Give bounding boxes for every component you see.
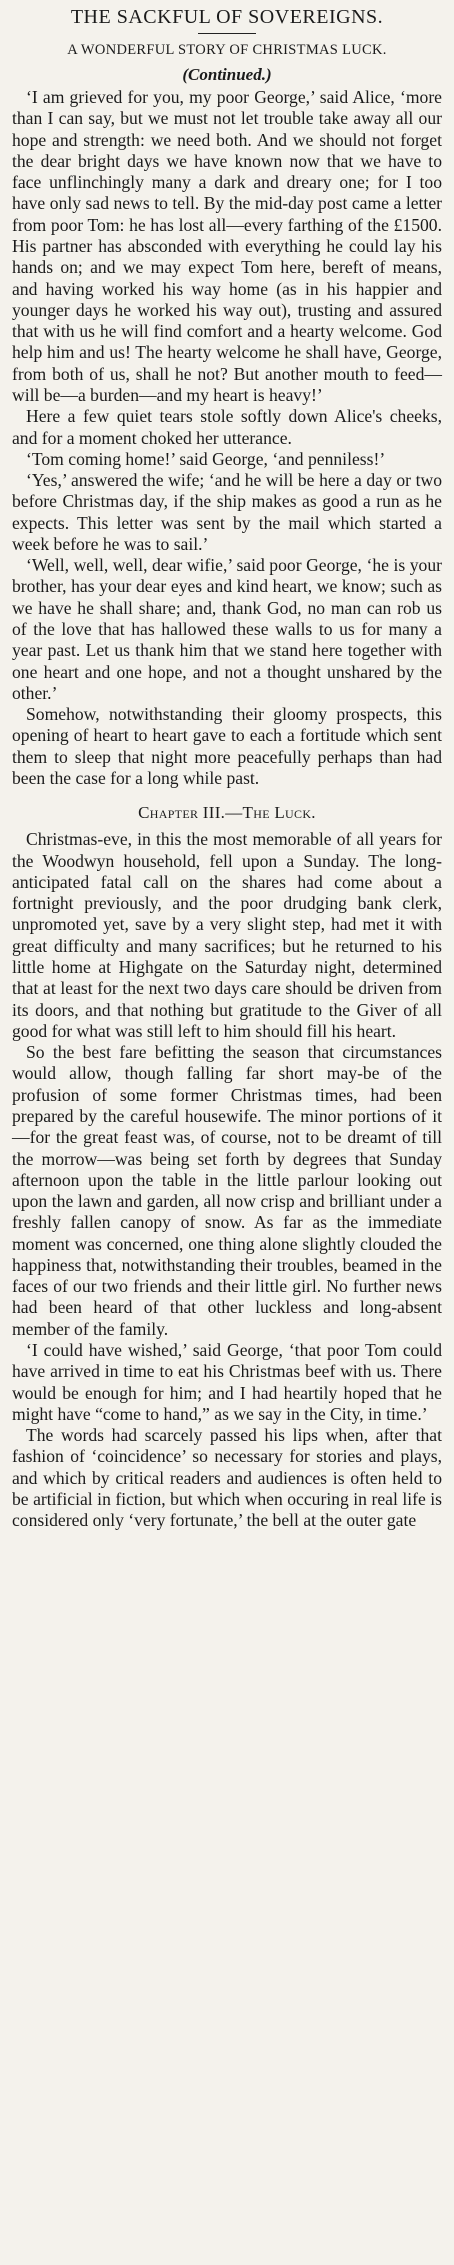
continued-marker: (Continued.): [182, 65, 272, 84]
article-body: [12, 87, 442, 1532]
article-title: THE SACKFUL OF SOVEREIGNS.: [70, 6, 384, 28]
chapter-number: Chapter III.—: [138, 803, 243, 823]
paragraph: The words had scarcely passed his lips when, after that fashion of ‘coincidence’ so necessary for stories and plays, and which by critical readers and audiences is often held to be artificial in fiction, but which when occuring in real life is considered only ‘very fortunate,’ the bell at the outer gate: [12, 1425, 442, 1531]
paragraph: So the best fare befitting the season that circumstances would allow, though falling far short may-be of the profusion of some former Christmas times, had been prepared by the careful housewife. The minor portions of it—for the great feast was, of course, not to be dreamt of till the morrow—was being set forth by degrees that Sunday afternoon upon the table in the little parlour looking out upon the lawn and garden, all now crisp and brilliant under a freshly fallen canopy of snow. As far as the immediate moment was concerned, one thing alone slightly clouded the happiness that, notwithstanding their troubles, beamed in the faces of our two friends and their little girl. No further news had been heard of that other luckless and long-absent member of the family.: [12, 1042, 442, 1339]
article-subtitle: A WONDERFUL STORY OF CHRISTMAS LUCK.: [67, 42, 387, 58]
chapter-heading: [12, 803, 442, 823]
paragraph: Here a few quiet tears stole softly down Alice's cheeks, and for a moment choked her utterance.: [12, 406, 442, 448]
paragraph: ‘Well, well, well, dear wifie,’ said poor George, ‘he is your brother, has your dear eyes and kind heart, we know; such as we have he shall share; and, thank God, no man can rob us of the love that has hallowed these walls to us for many a year past. Let us thank him that we stand here together with one heart and one hope, and not a thought unshared by the other.’: [12, 555, 442, 703]
paragraph: ‘Yes,’ answered the wife; ‘and he will be here a day or two before Christmas day, if the ship makes as good a run as he expects. This letter was sent by the mail which started a week before he was to sail.’: [12, 470, 442, 554]
paragraph: ‘I am grieved for you, my poor George,’ said Alice, ‘more than I can say, but we must not let trouble take away all our hope and strength: we need both. And we should not forget the dear bright days we have known now that we have to face unflinchingly many a dark and dreary one; for I too have only sad news to tell. By the mid-day post came a letter from poor Tom: he has lost all—every farthing of the £1500. His partner has absconded with everything he could lay his hands on; and we may expect Tom here, bereft of means, and having worked his way home (as in his happier and younger days he worked his way out), trusting and assured that with us he will find comfort and a hearty welcome. God help him and us! The hearty welcome he shall have, George, from both of us, shall he not? But another mouth to feed—will be—a burden—and my heart is heavy!’: [12, 87, 442, 405]
title-divider: [198, 33, 256, 34]
paragraph: ‘I could have wished,’ said George, ‘that poor Tom could have arrived in time to eat his Christmas beef with us. There would be enough for him; and I had heartily hoped that he might have “come to hand,” as we say in the City, in time.’: [12, 1340, 442, 1424]
paragraph: ‘Tom coming home!’ said George, ‘and penniless!’: [26, 448, 386, 469]
paragraph: Christmas-eve, in this the most memorable of all years for the Woodwyn household, fell upon a Sunday. The long-anticipated fatal call on the shares had come about a fortnight previously, and the poor drudging bank clerk, unpromoted yet, save by a very slight step, had met it with great difficulty and many sacrifices; but he returned to his little home at Highgate on the Saturday night, determined that at least for the next two days care should be driven from its doors, and that nothing but gratitude to the Giver of all good for what was still left to him should fill his heart.: [12, 829, 442, 1041]
paragraph: Somehow, notwithstanding their gloomy prospects, this opening of heart to heart gave to each a fortitude which sent them to sleep that night more peacefully perhaps than had been the case for a long while past.: [12, 704, 442, 788]
chapter-title: The Luck.: [242, 803, 316, 823]
